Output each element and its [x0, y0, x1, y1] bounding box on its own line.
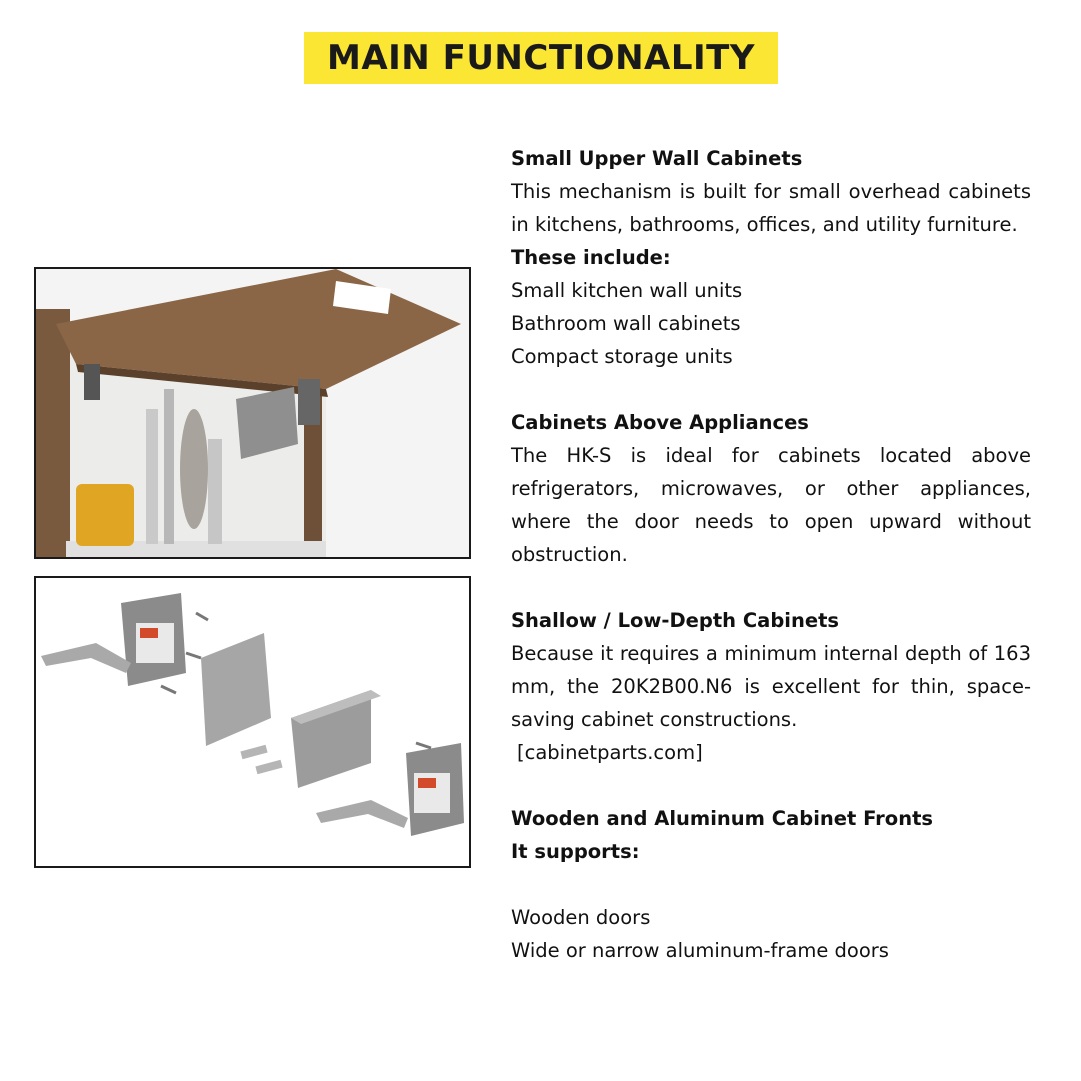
source-citation: [cabinetparts.com]: [517, 741, 703, 764]
list-item: Wide or narrow aluminum-frame doors: [511, 939, 889, 962]
section-heading-shallow: Shallow / Low-Depth Cabinets: [511, 609, 840, 632]
section-heading-fronts: Wooden and Aluminum Cabinet Fronts: [511, 807, 934, 830]
list-item: Bathroom wall cabinets: [511, 312, 741, 335]
section-body-small-upper: This mechanism is built for small overhead cabinets in kitchens, bathrooms, offices, and utility furniture.: [511, 180, 1031, 236]
description-column: [511, 142, 1031, 967]
list-item: Wooden doors: [511, 906, 651, 929]
section-heading-small-upper: Small Upper Wall Cabinets: [511, 147, 803, 170]
section-heading-above-appliances: Cabinets Above Appliances: [511, 411, 809, 434]
list-heading-supports: It supports:: [511, 840, 640, 863]
page-title: MAIN FUNCTIONALITY: [327, 38, 755, 78]
cabinet-photo: [34, 267, 471, 559]
spacer: [511, 571, 1031, 604]
list-item: Compact storage units: [511, 345, 733, 368]
spacer: [511, 769, 1031, 802]
spacer: [511, 373, 1031, 406]
cabinet-illustration: [36, 269, 469, 557]
section-body-above-appliances: The HK-S is ideal for cabinets located above refrigerators, microwaves, or other appliances, where the door needs to open upward without obstruction.: [511, 444, 1031, 566]
section-body-shallow: Because it requires a minimum internal depth of 163 mm, the 20K2B00.N6 is excellent for thin, space-saving cabinet constructions.: [511, 642, 1031, 731]
list-item: Small kitchen wall units: [511, 279, 743, 302]
mechanism-illustration: [36, 578, 469, 866]
list-heading-includes: These include:: [511, 246, 671, 269]
title-badge: [304, 32, 778, 84]
spacer: [511, 868, 1031, 901]
mechanism-parts-photo: [34, 576, 471, 868]
